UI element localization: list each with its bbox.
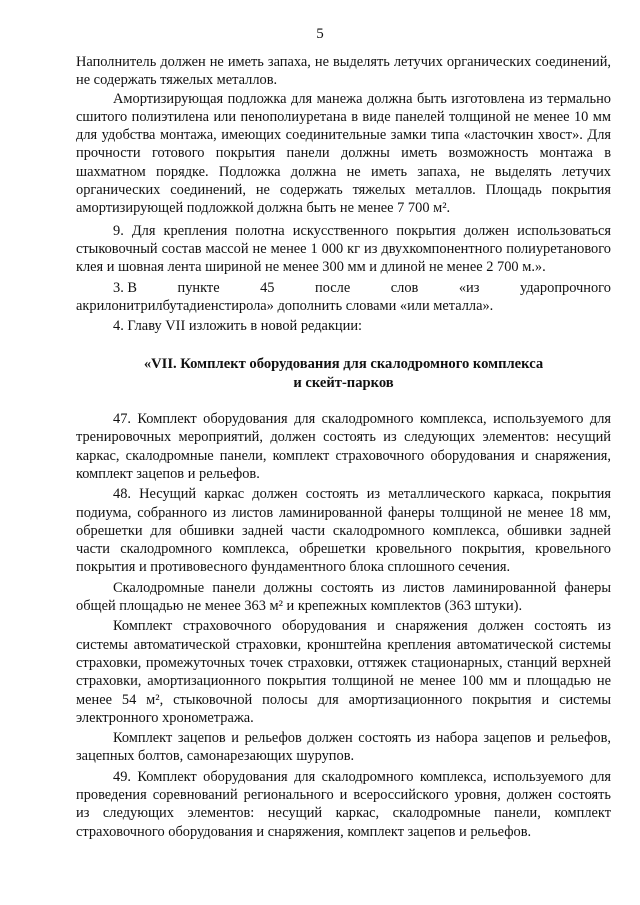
word: ударопрочного: [519, 279, 611, 296]
paragraph-safety-equipment: Комплект страховочного оборудования и снаряжения должен состоять из системы автоматической страховки, кронштейна крепления автоматической системы страховки, промежуточных точек страховки, оттяжек стационарных, станций верхней страховки, амортизационного покрытия толщиной не менее 100 мм и площадью не менее 54 м², стыковочной полосы для амортизационного покрытия и системы электронного хронометража.: [76, 618, 611, 726]
chapter-heading: [76, 355, 611, 392]
chapter-heading-line1: «VII. Комплект оборудования для скалодромного комплекса: [143, 356, 544, 373]
word: пункте: [177, 279, 220, 296]
word: 45: [260, 279, 275, 296]
document-body: [76, 53, 611, 841]
word: слов: [390, 279, 419, 296]
paragraph-filler: Наполнитель должен не иметь запаха, не выделять летучих органических соединений, не содержать тяжелых металлов.: [76, 54, 611, 89]
paragraph-item-9: 9. Для крепления полотна искусственного покрытия должен использоваться стыковочный состав массой не менее 1 000 кг из двухкомпонентного полиуретанового клея и шовная лента шириной не менее 300 мм и длиной не менее 2 700 м.».: [76, 222, 611, 276]
paragraph-item-4: 4. Главу VII изложить в новой редакции:: [113, 318, 363, 335]
paragraph-underlay: Амортизирующая подложка для манежа должна быть изготовлена из термально сшитого полиэтилена или пенополиуретана в виде панелей толщиной не менее 10 мм для удобства монтажа, имеющих соединительные замки типа «ласточкин хвост». Для прочности готового покрытия панели должны иметь возможность монтажа в шахматном порядке. Подложка должна не иметь запаха, не выделять летучих органических соединений, не содержать тяжелых металлов. Площадь покрытия амортизирующей подложкой должна быть не менее 7 700 м².: [76, 90, 611, 217]
page-number: 5: [316, 26, 324, 42]
paragraph-item-3-line1: [76, 279, 611, 297]
paragraph-item-3-line2: акрилонитрилбутадиенстирола» дополнить словами «или металла».: [76, 297, 494, 314]
word: 3. В: [113, 279, 137, 296]
word: после: [315, 279, 351, 296]
paragraph-item-48: 48. Несущий каркас должен состоять из металлического каркаса, покрытия подиума, собранного из листов ламинированной фанеры толщиной не менее 18 мм, обрешетки для обшивки задней части скалодромного комплекса, обшивки задней части скалодромного комплекса, обрешетки кровельного покрытия, кровельного покрытия и противовесного фундаментного блока сплошного сечения.: [76, 486, 611, 576]
word: «из: [458, 279, 480, 296]
chapter-heading-line2: и скейт-парков: [293, 374, 394, 391]
paragraph-climbing-panels: Скалодромные панели должны состоять из листов ламинированной фанеры общей площадью не менее 363 м² и крепежных комплектов (363 штуки).: [76, 579, 611, 615]
paragraph-item-49: 49. Комплект оборудования для скалодромного комплекса, используемого для проведения соревнований регионального и всероссийского уровня, должен состоять из следующих элементов: несущий каркас, скалодромные панели, комплект страховочного оборудования и снаряжения, комплект зацепов и рельефов.: [76, 768, 611, 840]
paragraph-item-47: 47. Комплект оборудования для скалодромного комплекса, используемого для тренировочных мероприятий, должен состоять из следующих элементов: несущий каркас, скалодромные панели, комплект страховочного оборудования и снаряжения, комплект зацепов и рельефов.: [76, 411, 611, 482]
paragraph-holds: Комплект зацепов и рельефов должен состоять из набора зацепов и рельефов, зацепных болтов, самонарезающих шурупов.: [76, 730, 611, 765]
